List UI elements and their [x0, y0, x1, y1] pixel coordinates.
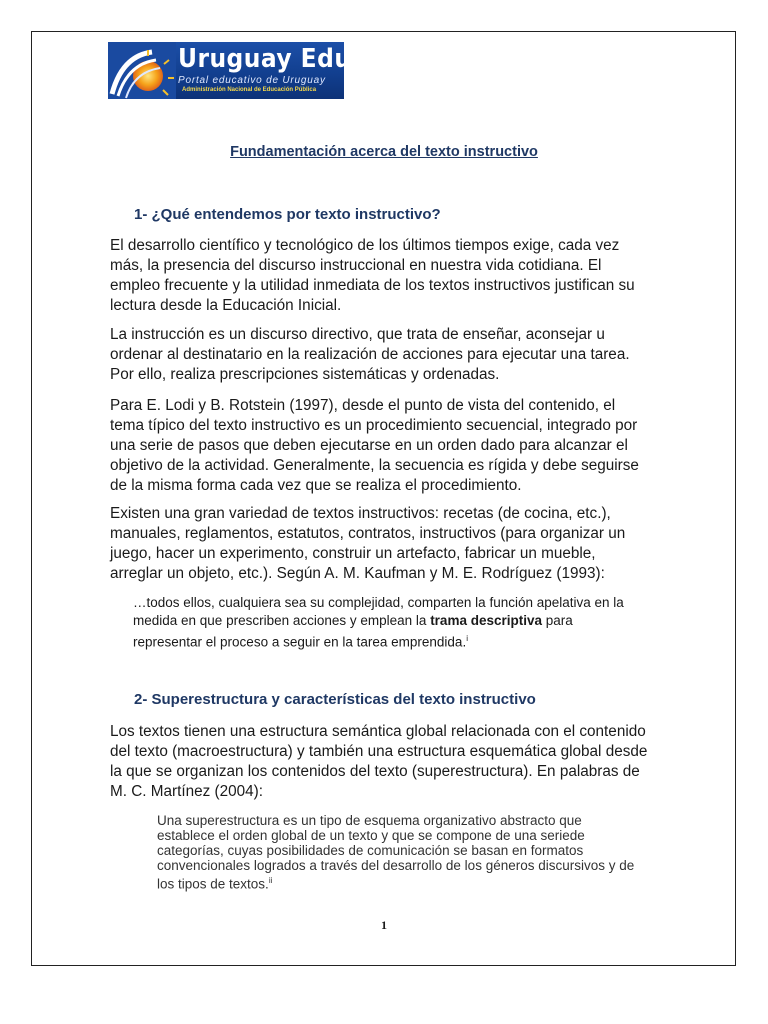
quote-text: medida en que prescriben acciones y emplean la	[133, 613, 431, 628]
quote-line	[157, 873, 667, 892]
quote-line: Una superestructura es un tipo de esquema organizativo abstracto que	[157, 813, 582, 828]
text-line: ordenar al destinatario en la realización de acciones para ejecutar una tarea.	[110, 346, 630, 363]
section-1-paragraph-1	[110, 236, 670, 316]
section-1-paragraph-2	[110, 325, 670, 385]
endnote-marker[interactable]: i	[466, 634, 468, 643]
text-line: de la misma forma cada vez que se realiza el procedimiento.	[110, 477, 522, 494]
text-line: del texto (macroestructura) y también una estructura esquemática global desde	[110, 743, 648, 760]
section-1-paragraph-3	[110, 396, 670, 496]
uruguay-educa-logo[interactable]	[108, 42, 382, 99]
quote-text: los tipos de textos.	[157, 876, 269, 892]
quote-text: para	[542, 613, 573, 628]
logo-agency: Administración Nacional de Educación Pública	[182, 87, 317, 93]
quote-emphasis: trama descriptiva	[430, 613, 542, 628]
text-line: La instrucción es un discurso directivo, que trata de enseñar, aconsejar u	[110, 326, 605, 343]
section-1-paragraph-4	[110, 504, 670, 584]
block-quote-martinez	[157, 813, 667, 892]
section-2-paragraph-1	[110, 722, 670, 802]
quote-line: establece el orden global de un texto y que se compone de una seriede	[157, 828, 585, 843]
quote-line: convencionales logrados a través del desarrollo de los géneros discursivos y de	[157, 858, 635, 873]
quote-line: …todos ellos, cualquiera sea su complejidad, comparten la función apelativa en la	[133, 595, 624, 610]
text-line: arreglar un objeto, etc.). Según A. M. Kaufman y M. E. Rodríguez (1993):	[110, 565, 605, 582]
endnote-marker[interactable]: ii	[268, 876, 273, 885]
document-title: Fundamentación acerca del texto instructivo	[230, 144, 538, 160]
text-line: juego, hacer un experimento, construir un artefacto, fabricar un mueble,	[110, 545, 596, 562]
text-line: El desarrollo científico y tecnológico de los últimos tiempos exige, cada vez	[110, 237, 620, 254]
section-1-heading: 1- ¿Qué entendemos por texto instructivo?	[134, 206, 441, 223]
text-line: una serie de pasos que deben ejecutarse en un orden dado para alcanzar el	[110, 437, 628, 454]
quote-line: categorías, cuyas posibilidades de comunicación se basan en formatos	[157, 843, 584, 858]
text-line: Para E. Lodi y B. Rotstein (1997), desde el punto de vista del contenido, el	[110, 397, 616, 414]
quote-text: representar el proceso a seguir en la tarea emprendida.	[133, 634, 467, 650]
text-line: Los textos tienen una estructura semántica global relacionada con el contenido	[110, 723, 646, 740]
section-2-heading: 2- Superestructura y características del texto instructivo	[134, 691, 536, 708]
text-line: más, la presencia del discurso instruccional en nuestra vida cotidiana. El	[110, 257, 602, 274]
text-line: manuales, reglamentos, estatutos, contratos, instructivos (para organizar un	[110, 525, 626, 542]
text-line: lectura desde la Educación Inicial.	[110, 297, 342, 314]
text-line: objetivo de la actividad. Generalmente, la secuencia es rígida y debe seguirse	[110, 457, 639, 474]
text-line: M. C. Martínez (2004):	[110, 783, 264, 800]
quote-line	[133, 612, 663, 630]
text-line: empleo frecuente y la utilidad inmediata de los textos instructivos justifican su	[110, 277, 635, 294]
page-number: 1	[381, 918, 387, 932]
text-line: Existen una gran variedad de textos instructivos: recetas (de cocina, etc.),	[110, 505, 611, 522]
block-quote-kaufman	[133, 594, 663, 652]
text-line: tema típico del texto instructivo es un procedimiento secuencial, integrado por	[110, 417, 638, 434]
logo-title: Uruguay Educa	[178, 44, 382, 74]
text-line: la que se organizan los contenidos del texto (superestructura). En palabras de	[110, 763, 640, 780]
logo-subtitle: Portal educativo de Uruguay	[178, 75, 326, 86]
text-line: Por ello, realiza prescripciones sistemáticas y ordenadas.	[110, 366, 500, 383]
quote-line	[133, 630, 663, 652]
